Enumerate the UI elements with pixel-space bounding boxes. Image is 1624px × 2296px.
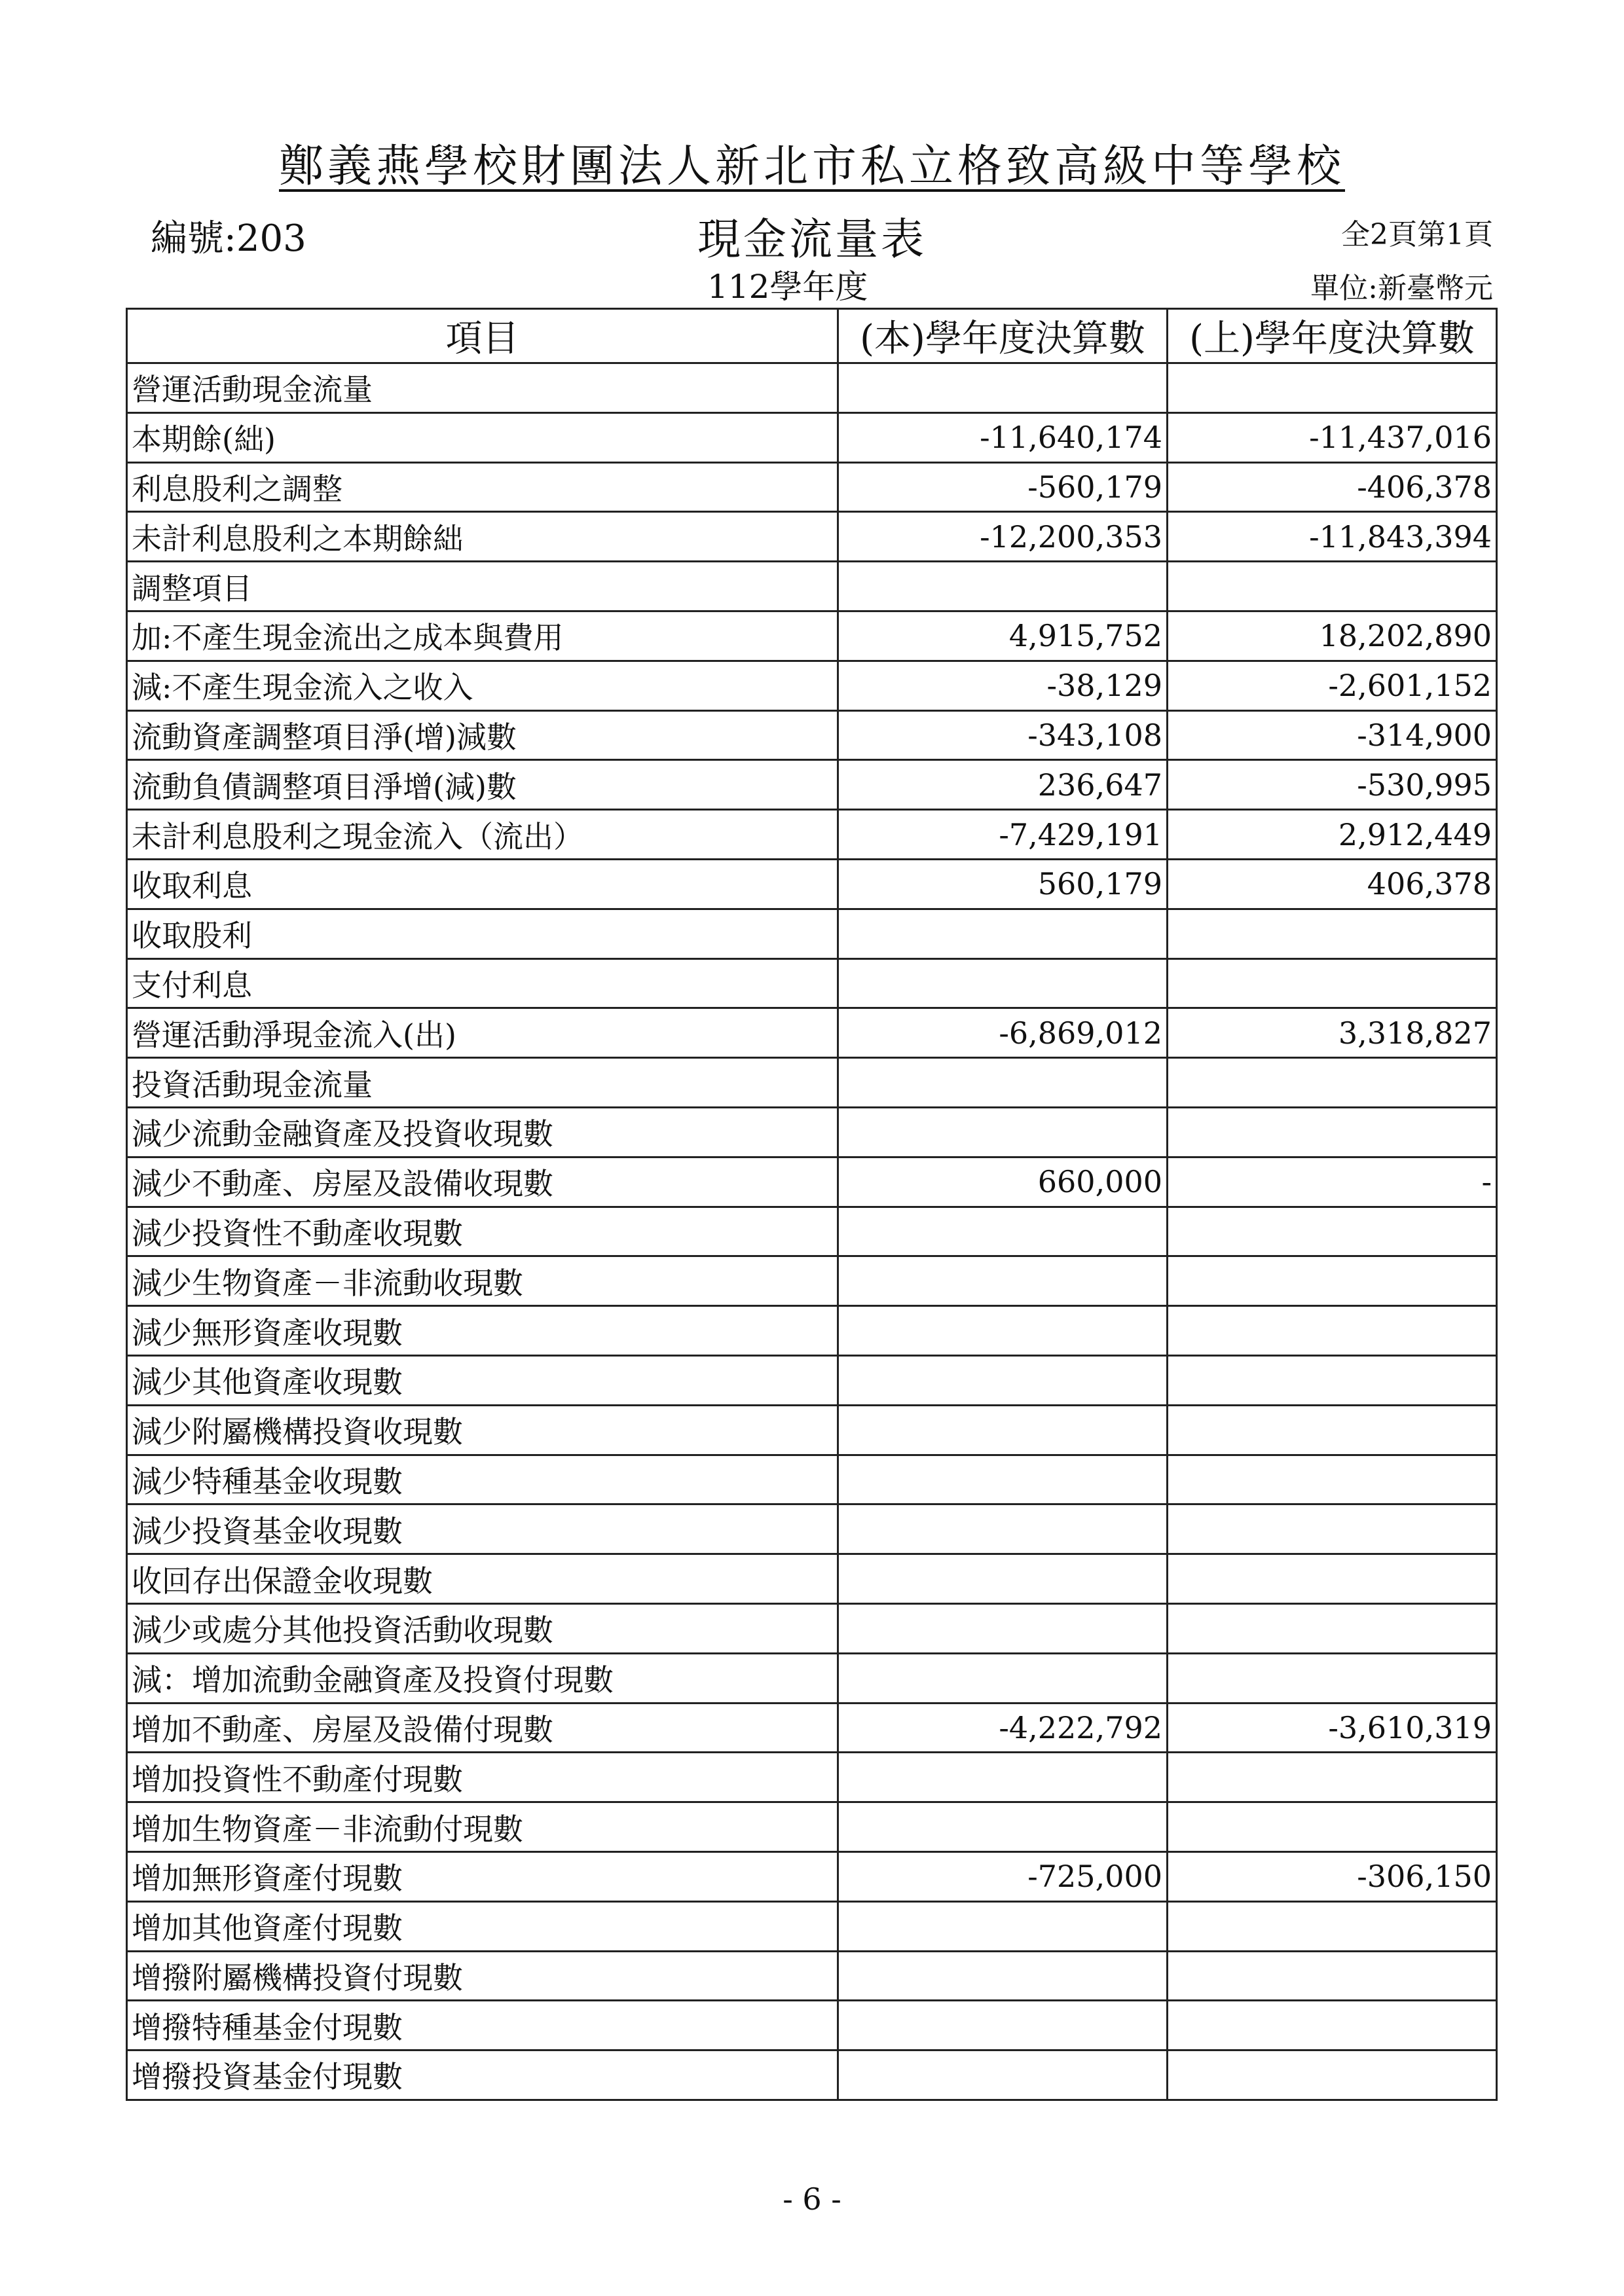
row-current-value: -7,429,191 (838, 810, 1168, 860)
row-item-label: 減少其他資產收現數 (127, 1355, 838, 1405)
row-item-label: 營運活動淨現金流入(出) (127, 1008, 838, 1058)
row-item-label: 投資活動現金流量 (127, 1058, 838, 1108)
row-current-value (838, 1207, 1168, 1256)
table-row (127, 1405, 1497, 1455)
row-item-label: 未計利息股利之現金流入（流出） (127, 810, 838, 860)
row-item-label: 流動資產調整項目淨(增)減數 (127, 710, 838, 760)
row-previous-value: -11,437,016 (1168, 412, 1497, 462)
row-item-label: 利息股利之調整 (127, 462, 838, 512)
row-item-label: 加:不產生現金流出之成本與費用 (127, 611, 838, 661)
table-row (127, 1008, 1497, 1058)
page-number: - 6 - (783, 2181, 841, 2217)
row-item-label: 收回存出保證金收現數 (127, 1554, 838, 1604)
row-current-value (838, 1405, 1168, 1455)
table-row (127, 1455, 1497, 1504)
row-item-label: 支付利息 (127, 958, 838, 1008)
currency-unit: 單位:新臺幣元 (1310, 272, 1493, 305)
row-current-value: -560,179 (838, 462, 1168, 512)
row-previous-value (1168, 1603, 1497, 1653)
row-current-value: -725,000 (838, 1851, 1168, 1901)
row-previous-value (1168, 1901, 1497, 1951)
row-item-label: 調整項目 (127, 562, 838, 611)
row-previous-value (1168, 1455, 1497, 1504)
document-code: 編號:203 (151, 217, 306, 260)
table-row (127, 363, 1497, 413)
row-item-label: 減少不動產、房屋及設備收現數 (127, 1157, 838, 1207)
row-item-label: 減少流動金融資產及投資收現數 (127, 1107, 838, 1157)
row-current-value (838, 1753, 1168, 1802)
row-previous-value (1168, 1256, 1497, 1306)
row-item-label: 減少投資性不動產收現數 (127, 1207, 838, 1256)
row-current-value (838, 1901, 1168, 1951)
row-item-label: 流動負債調整項目淨增(減)數 (127, 760, 838, 810)
row-item-label: 減少附屬機構投資收現數 (127, 1405, 838, 1455)
row-current-value: 560,179 (838, 859, 1168, 909)
table-row (127, 462, 1497, 512)
table-row (127, 760, 1497, 810)
row-item-label: 收取股利 (127, 909, 838, 958)
row-previous-value (1168, 2050, 1497, 2100)
row-previous-value (1168, 1653, 1497, 1703)
row-item-label: 增加生物資產－非流動付現數 (127, 1802, 838, 1852)
row-item-label: 減少投資基金收現數 (127, 1504, 838, 1554)
row-item-label: 增加投資性不動產付現數 (127, 1753, 838, 1802)
row-item-label: 增加無形資產付現數 (127, 1851, 838, 1901)
row-previous-value (1168, 1802, 1497, 1852)
row-current-value (838, 1504, 1168, 1554)
row-item-label: 增加其他資產付現數 (127, 1901, 838, 1951)
table-row (127, 1703, 1497, 1753)
row-item-label: 增加不動產、房屋及設備付現數 (127, 1703, 838, 1753)
table-row (127, 1951, 1497, 2001)
row-previous-value: -11,843,394 (1168, 512, 1497, 562)
table-row (127, 1901, 1497, 1951)
row-item-label: 營運活動現金流量 (127, 363, 838, 413)
table-row (127, 1851, 1497, 1901)
row-current-value: -343,108 (838, 710, 1168, 760)
table-row (127, 1355, 1497, 1405)
row-previous-value (1168, 363, 1497, 413)
table-row (127, 958, 1497, 1008)
table-row (127, 512, 1497, 562)
row-current-value (838, 909, 1168, 958)
header-previous-year: (上)學年度決算數 (1168, 309, 1497, 363)
table-row (127, 1306, 1497, 1356)
table-row (127, 859, 1497, 909)
row-current-value (838, 1256, 1168, 1306)
page-info: 全2頁第1頁 (1341, 218, 1493, 251)
table-row (127, 1753, 1497, 1802)
row-previous-value (1168, 1306, 1497, 1356)
row-previous-value: -2,601,152 (1168, 661, 1497, 710)
row-item-label: 減：增加流動金融資產及投資付現數 (127, 1653, 838, 1703)
row-previous-value (1168, 958, 1497, 1008)
row-previous-value: - (1168, 1157, 1497, 1207)
row-item-label: 減少特種基金收現數 (127, 1455, 838, 1504)
table-row (127, 2050, 1497, 2100)
row-previous-value: 2,912,449 (1168, 810, 1497, 860)
table-row (127, 909, 1497, 958)
row-previous-value: -3,610,319 (1168, 1703, 1497, 1753)
table-row (127, 562, 1497, 611)
row-previous-value (1168, 1753, 1497, 1802)
table-row (127, 1554, 1497, 1604)
row-previous-value (1168, 1504, 1497, 1554)
row-current-value (838, 1653, 1168, 1703)
row-item-label: 增撥特種基金付現數 (127, 2001, 838, 2050)
row-item-label: 本期餘(絀) (127, 412, 838, 462)
document-title: 現金流量表 (697, 214, 927, 264)
row-current-value: -12,200,353 (838, 512, 1168, 562)
row-current-value (838, 1603, 1168, 1653)
row-previous-value (1168, 909, 1497, 958)
row-item-label: 未計利息股利之本期餘絀 (127, 512, 838, 562)
row-current-value (838, 1306, 1168, 1356)
row-item-label: 減少或處分其他投資活動收現數 (127, 1603, 838, 1653)
row-item-label: 收取利息 (127, 859, 838, 909)
fiscal-year: 112學年度 (707, 268, 868, 306)
row-current-value (838, 562, 1168, 611)
table-row (127, 1058, 1497, 1108)
row-item-label: 增撥附屬機構投資付現數 (127, 1951, 838, 2001)
row-previous-value (1168, 1951, 1497, 2001)
row-current-value (838, 958, 1168, 1008)
row-current-value (838, 1802, 1168, 1852)
row-current-value (838, 1455, 1168, 1504)
row-current-value (838, 1107, 1168, 1157)
table-row (127, 1157, 1497, 1207)
row-previous-value: 3,318,827 (1168, 1008, 1497, 1058)
row-current-value (838, 1058, 1168, 1108)
table-row (127, 710, 1497, 760)
table-row (127, 1802, 1497, 1852)
row-previous-value (1168, 1207, 1497, 1256)
row-previous-value: 18,202,890 (1168, 611, 1497, 661)
header-item: 項目 (127, 309, 838, 363)
table-row (127, 2001, 1497, 2050)
table-row (127, 611, 1497, 661)
table-header-row (127, 309, 1497, 363)
row-previous-value (1168, 1107, 1497, 1157)
row-previous-value (1168, 1058, 1497, 1108)
table-row (127, 810, 1497, 860)
row-current-value: -38,129 (838, 661, 1168, 710)
table-row (127, 1107, 1497, 1157)
row-previous-value: 406,378 (1168, 859, 1497, 909)
row-current-value (838, 1554, 1168, 1604)
row-current-value (838, 1355, 1168, 1405)
header-current-year: (本)學年度決算數 (838, 309, 1168, 363)
row-item-label: 增撥投資基金付現數 (127, 2050, 838, 2100)
row-item-label: 減少生物資產－非流動收現數 (127, 1256, 838, 1306)
table-row (127, 1256, 1497, 1306)
cash-flow-table (126, 308, 1498, 2101)
row-item-label: 減少無形資產收現數 (127, 1306, 838, 1356)
row-previous-value: -306,150 (1168, 1851, 1497, 1901)
org-title: 鄭義燕學校財團法人新北市私立格致高級中等學校 (278, 141, 1345, 192)
row-previous-value: -530,995 (1168, 760, 1497, 810)
table-row (127, 412, 1497, 462)
row-current-value: 236,647 (838, 760, 1168, 810)
row-previous-value: -314,900 (1168, 710, 1497, 760)
row-current-value (838, 2050, 1168, 2100)
row-previous-value (1168, 1355, 1497, 1405)
table-row (127, 1653, 1497, 1703)
row-current-value (838, 1951, 1168, 2001)
row-previous-value (1168, 1405, 1497, 1455)
row-current-value: 4,915,752 (838, 611, 1168, 661)
row-current-value: -4,222,792 (838, 1703, 1168, 1753)
row-current-value: -6,869,012 (838, 1008, 1168, 1058)
table-row (127, 661, 1497, 710)
row-previous-value (1168, 2001, 1497, 2050)
row-previous-value (1168, 562, 1497, 611)
table-row (127, 1504, 1497, 1554)
row-current-value (838, 363, 1168, 413)
row-item-label: 減:不產生現金流入之收入 (127, 661, 838, 710)
row-current-value (838, 2001, 1168, 2050)
row-current-value: -11,640,174 (838, 412, 1168, 462)
table-row (127, 1603, 1497, 1653)
row-previous-value (1168, 1554, 1497, 1604)
row-previous-value: -406,378 (1168, 462, 1497, 512)
row-current-value: 660,000 (838, 1157, 1168, 1207)
table-row (127, 1207, 1497, 1256)
